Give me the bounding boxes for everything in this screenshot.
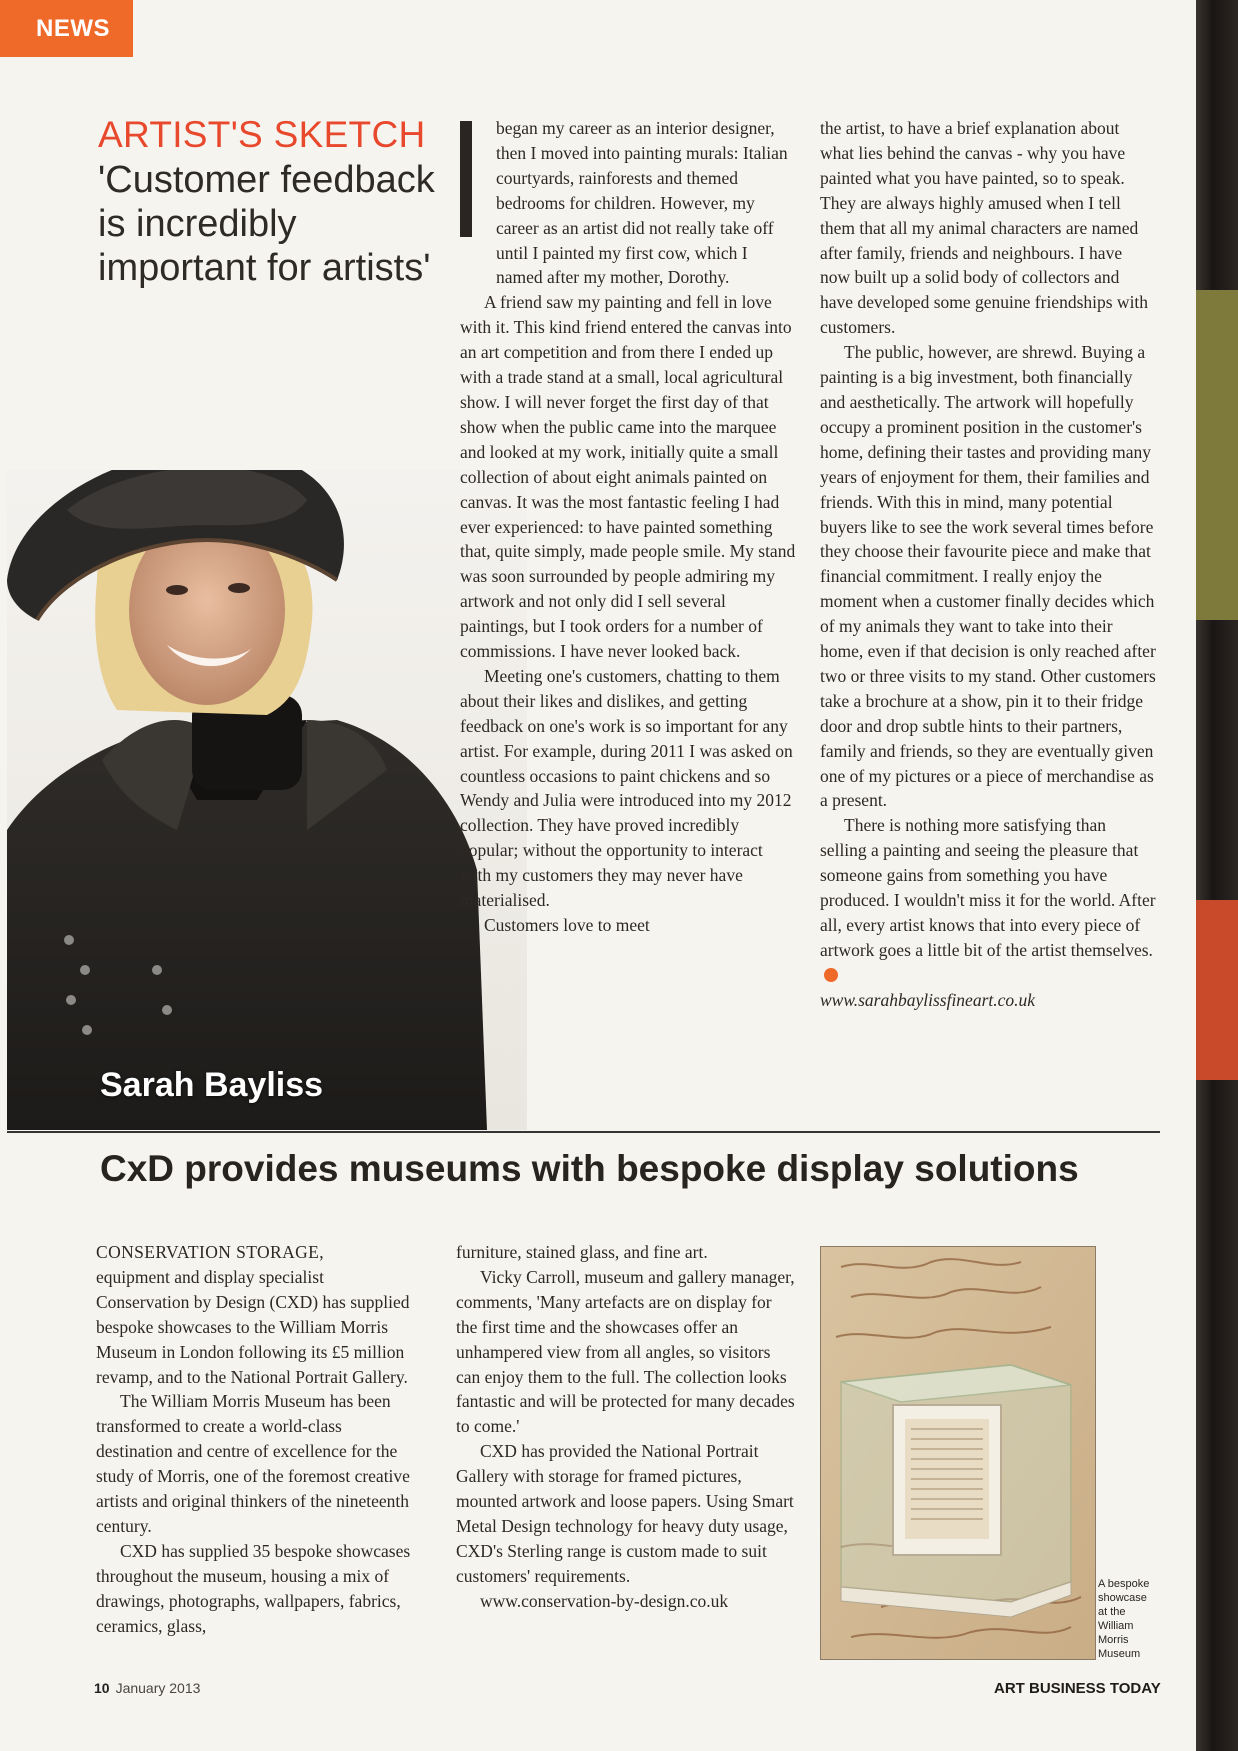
issue-date: January 2013	[115, 1680, 201, 1696]
showcase-photo	[820, 1246, 1096, 1660]
portrait-illustration	[7, 470, 527, 1130]
paragraph: Customers love to meet	[484, 915, 650, 935]
portrait-caption: Sarah Bayliss	[100, 1066, 324, 1104]
feature-column-2	[820, 116, 1156, 1013]
artist-website-link[interactable]: www.sarahbaylissfineart.co.uk	[820, 989, 1036, 1010]
spine-color-band	[1196, 900, 1238, 1080]
cxd-column-1	[96, 1240, 414, 1639]
page-spine	[1196, 0, 1238, 1751]
publication-name: ART BUSINESS TODAY	[994, 1680, 1161, 1697]
end-of-article-dot-icon	[824, 968, 838, 982]
paragraph: CXD has supplied 35 bespoke showcases throughout the museum, housing a mix of drawings, photographs, wallpapers, fabrics, ceramics, glass,	[96, 1540, 411, 1636]
closing-paragraph-text: There is nothing more satisfying than selling a painting and seeing the pleasure that someone gains from something you have produced. I wouldn't miss it for the world. After all, every artist knows that into every piece of artwork goes a little bit of the artist themselves.	[820, 815, 1156, 960]
paragraph: equipment and display specialist Conservation by Design (CXD) has supplied bespoke showcases to the William Morris Museum in London following its £5 million revamp, and to the National Portrait Gallery.	[96, 1266, 410, 1387]
feature-headline: 'Customer feedback is incredibly important for artists'	[98, 159, 435, 289]
feature-kicker: ARTIST'S SKETCH	[98, 114, 426, 155]
paragraph: The William Morris Museum has been transformed to create a world-class destination and centre of excellence for the study of Morris, one of the foremost creative artists and original thinkers of the nineteenth century.	[96, 1391, 410, 1536]
paragraph: Meeting one's customers, chatting to them about their likes and dislikes, and getting feedback on one's work is so important for any artist. For example, during 2011 I was asked on countless occasions to paint chickens and so Wendy and Julia were introduced into my 2012 collection. They have proved incredibly popular; without the opportunity to interact with my customers they may never have materialised.	[460, 665, 793, 911]
cxd-headline: CxD provides museums with bespoke display solutions	[100, 1148, 1079, 1189]
paragraph: began my career as an interior designer, then I moved into painting murals: Italian courtyards, rainforests and themed bedrooms for children. However, my career as an artist did not really take off until I painted my first cow, which I named after my mother, Dorothy.	[496, 118, 788, 288]
paragraph: furniture, stained glass, and fine art.	[456, 1242, 708, 1262]
artist-portrait-photo	[7, 470, 527, 1130]
feature-column-1	[460, 116, 796, 938]
cxd-column-2	[456, 1240, 796, 1614]
section-tab: NEWS	[0, 0, 133, 57]
showcase-photo-caption: A bespoke showcase at the William Morris Museum	[1098, 1578, 1150, 1660]
footer-page-info	[94, 1680, 200, 1696]
paragraph-lead: CONSERVATION STORAGE,	[96, 1242, 325, 1262]
paragraph: the artist, to have a brief explanation about what lies behind the canvas - why you have painted what you have painted, so to speak. They are always highly amused when I tell them that all my animal characters are named after family, friends and neighbours. I have now built up a solid body of collectors and have developed some genuine friendships with customers.	[820, 118, 1149, 338]
paragraph	[820, 813, 1156, 987]
paragraph: The public, however, are shrewd. Buying a painting is a big investment, both financially and aesthetically. The artwork will hopefully occupy a prominent position in the customer's home, defining their tastes and providing many years of enjoyment for them, their families and friends. With this in mind, many potential buyers like to see the work several times before they choose their favourite piece and make that financial commitment. I really enjoy the moment when a customer finally decides which of my animals they want to take into their home, even if that decision is only reached after two or three visits to my stand. Other customers take a brochure at a show, pin it to their fridge door and drop subtle hints to their partners, family and friends, so they are eventually given one of my pictures or a piece of merchandise as a present.	[820, 342, 1156, 811]
spine-color-band	[1196, 290, 1238, 620]
page-number: 10	[94, 1680, 110, 1696]
paragraph: CXD has provided the National Portrait Gallery with storage for framed pictures, mounted artwork and loose papers. Using Smart Metal Design technology for heavy duty usage, CXD's Sterling range is custom made to suit customers' requirements.	[456, 1441, 794, 1586]
section-divider	[7, 1131, 1160, 1133]
cxd-website-link[interactable]: www.conservation-by-design.co.uk	[480, 1590, 729, 1611]
paragraph: Vicky Carroll, museum and gallery manager, comments, 'Many artefacts are on display for the first time and the showcases offer an unhampered view from all angles, so visitors can enjoy them to the full. The collection looks fantastic and will be protected for many decades to come.'	[456, 1266, 795, 1437]
paragraph: A friend saw my painting and fell in love with it. This kind friend entered the canvas into an art competition and from there I ended up with a trade stand at a small, local agricultural show. I will never forget the first day of that show when the public came into the marquee and looked at my work, initially quite a small collection of about eight animals painted on canvas. It was the most fantastic feeling I had ever experienced: to have painted something that, quite simply, made people smile. My stand was soon surrounded by people admiring my artwork and not only did I sell several paintings, but I took orders for a number of commissions. I have never looked back.	[460, 292, 796, 662]
showcase-illustration	[821, 1247, 1095, 1659]
